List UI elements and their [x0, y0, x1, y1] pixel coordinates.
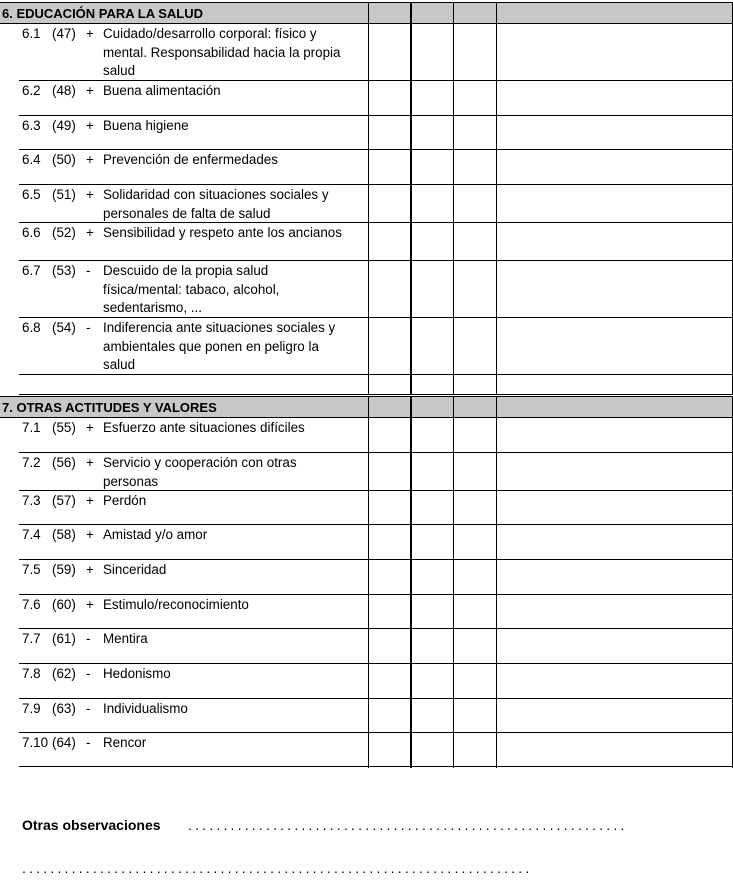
comment-cell[interactable] [496, 116, 733, 149]
item-sign: - [86, 320, 91, 335]
comment-cell[interactable] [496, 375, 733, 394]
table-row [19, 595, 733, 629]
rating-cell-2[interactable] [410, 223, 453, 260]
rating-cell-3[interactable] [453, 261, 496, 317]
rating-cell-3[interactable] [453, 116, 496, 149]
rating-cell-1[interactable] [368, 261, 410, 317]
rating-cell-3[interactable] [453, 150, 496, 184]
item-description-line: Amistad y/o amor [103, 527, 208, 542]
item-sign: - [86, 263, 91, 278]
comment-cell[interactable] [496, 525, 733, 559]
item-number: 6.2 [22, 83, 41, 98]
rating-cell-3[interactable] [453, 699, 496, 732]
rating-cell-2[interactable] [410, 116, 453, 149]
item-number: 7.9 [22, 701, 41, 716]
item-number: 6.5 [22, 187, 41, 202]
item-description-line: Servicio y cooperación con otras [103, 455, 297, 470]
rating-cell-1[interactable] [368, 560, 410, 594]
rating-cell-3[interactable] [453, 560, 496, 594]
item-sign: + [86, 420, 94, 435]
rating-cell-3[interactable] [453, 453, 496, 490]
rating-cell-2[interactable] [410, 629, 453, 663]
observations-dotted-line-2[interactable]: ........................................................................ [22, 860, 533, 876]
rating-cell-2[interactable] [410, 185, 453, 222]
item-sign: + [86, 118, 94, 133]
comment-cell[interactable] [496, 81, 733, 115]
item-sign: + [86, 26, 94, 41]
item-description-line: Descuido de la propia salud [103, 263, 269, 278]
table-row [19, 418, 733, 453]
item-sign: - [86, 735, 91, 750]
rating-cell-2[interactable] [410, 699, 453, 732]
item-description-line: Buena higiene [103, 118, 189, 133]
rating-cell-2[interactable] [410, 453, 453, 490]
item-code: (58) [52, 527, 76, 542]
observations-label: Otras observaciones [22, 817, 161, 833]
rating-cell-1[interactable] [368, 629, 410, 663]
rating-cell-1[interactable] [368, 733, 410, 766]
item-description-line: física/mental: tabaco, alcohol, [103, 281, 280, 297]
item-code: (48) [52, 83, 76, 98]
item-sign: - [86, 701, 91, 716]
item-description-line: Indiferencia ante situaciones sociales y [103, 320, 336, 335]
item-sign: - [86, 631, 91, 646]
item-code: (52) [52, 225, 76, 240]
rating-cell-3[interactable] [453, 185, 496, 222]
rating-cell-1[interactable] [368, 223, 410, 260]
comment-cell[interactable] [496, 318, 733, 374]
item-number: 6.3 [22, 118, 41, 133]
item-description-line: Perdón [103, 493, 147, 508]
item-description-line: Sensibilidad y respeto ante los ancianos [103, 225, 342, 240]
rating-cell-3[interactable] [453, 525, 496, 559]
rating-cell-2[interactable] [410, 318, 453, 374]
item-number: 6.8 [22, 320, 41, 335]
rating-cell-3[interactable] [453, 595, 496, 628]
item-number: 7.4 [22, 527, 41, 542]
rating-cell-3[interactable] [453, 24, 496, 80]
table-row [19, 81, 733, 116]
rating-cell-1[interactable] [368, 491, 410, 524]
item-description-line: Sinceridad [103, 562, 167, 577]
rating-cell-1[interactable] [368, 453, 410, 490]
section-header-other-values [0, 396, 733, 418]
rating-cell-1[interactable] [368, 525, 410, 559]
table-row [19, 261, 733, 318]
table-row [19, 629, 733, 664]
item-number: 7.2 [22, 455, 41, 470]
item-description-line: mental. Responsabilidad hacia la propia [103, 44, 341, 60]
item-code: (49) [52, 118, 76, 133]
item-description-line: ambientales que ponen en peligro la [103, 338, 319, 354]
rating-cell-1[interactable] [368, 24, 410, 80]
rating-cell-1[interactable] [368, 595, 410, 628]
comment-cell[interactable] [496, 453, 733, 490]
item-sign: + [86, 83, 94, 98]
section-title: 7. OTRAS ACTITUDES Y VALORES [2, 400, 217, 415]
item-description-line: salud [103, 63, 136, 78]
item-description [103, 526, 207, 545]
rating-cell-1[interactable] [368, 116, 410, 149]
item-code: (60) [52, 597, 76, 612]
item-description [103, 561, 166, 580]
rating-cell-1[interactable] [368, 318, 410, 374]
item-sign: + [86, 187, 94, 202]
item-description-line: Rencor [103, 735, 147, 750]
rating-cell-1[interactable] [368, 418, 410, 452]
item-description-line: sedentarismo, ... [103, 300, 202, 315]
comment-cell[interactable] [496, 629, 733, 663]
comment-cell[interactable] [496, 261, 733, 317]
item-code: (64) [52, 735, 76, 750]
item-sign: + [86, 597, 94, 612]
item-description-line: Mentira [103, 631, 148, 646]
item-description [103, 151, 278, 170]
item-description [103, 492, 146, 511]
item-description [103, 454, 297, 491]
table-row [19, 150, 733, 185]
item-code: (54) [52, 320, 76, 335]
item-description-line: Individualismo [103, 701, 188, 716]
column-divider [410, 2, 412, 395]
item-description-line: Esfuerzo ante situaciones difíciles [103, 420, 305, 435]
item-code: (56) [52, 455, 76, 470]
item-description [103, 665, 171, 684]
comment-cell[interactable] [496, 560, 733, 594]
rating-cell-3[interactable] [453, 664, 496, 698]
item-sign: + [86, 152, 94, 167]
item-description-line: personales de falta de salud [103, 205, 271, 221]
rating-cell-3[interactable] [453, 375, 496, 394]
table-row [19, 699, 733, 733]
item-code: (57) [52, 493, 76, 508]
rating-cell-2[interactable] [410, 418, 453, 452]
item-description-line: Prevención de enfermedades [103, 152, 278, 167]
item-number: 6.6 [22, 225, 41, 240]
table-row [19, 24, 733, 81]
comment-cell[interactable] [496, 595, 733, 628]
item-description [103, 262, 279, 318]
table-row [19, 491, 733, 525]
item-number: 6.4 [22, 152, 41, 167]
item-code: (50) [52, 152, 76, 167]
comment-cell[interactable] [496, 491, 733, 524]
item-sign: + [86, 527, 94, 542]
rating-cell-3[interactable] [453, 418, 496, 452]
rating-cell-2[interactable] [410, 595, 453, 628]
rating-cell-1[interactable] [368, 81, 410, 115]
item-code: (55) [52, 420, 76, 435]
section-header-health [0, 2, 733, 24]
table-row [19, 116, 733, 150]
rating-cell-2[interactable] [410, 664, 453, 698]
rating-cell-3[interactable] [453, 318, 496, 374]
item-sign: - [86, 666, 91, 681]
table-row [19, 375, 733, 395]
item-description [103, 319, 335, 375]
column-divider [368, 396, 369, 768]
item-description [103, 630, 148, 649]
item-description [103, 419, 305, 438]
section-title: 6. EDUCACIÓN PARA LA SALUD [2, 6, 204, 21]
item-sign: + [86, 225, 94, 240]
item-code: (62) [52, 666, 76, 681]
item-code: (51) [52, 187, 76, 202]
table-row [19, 560, 733, 595]
item-code: (59) [52, 562, 76, 577]
rating-cell-1[interactable] [368, 375, 410, 394]
item-number: 7.7 [22, 631, 41, 646]
item-description [103, 117, 189, 136]
item-code: (63) [52, 701, 76, 716]
rating-cell-1[interactable] [368, 150, 410, 184]
item-sign: + [86, 562, 94, 577]
rating-cell-3[interactable] [453, 629, 496, 663]
item-description-line: Buena alimentación [103, 83, 221, 98]
item-description [103, 224, 342, 243]
item-code: (53) [52, 263, 76, 278]
item-description-line: salud [103, 357, 136, 372]
column-divider [453, 2, 454, 395]
table-row [19, 318, 733, 375]
item-number: 6.7 [22, 263, 41, 278]
comment-cell[interactable] [496, 699, 733, 732]
rating-cell-2[interactable] [410, 733, 453, 766]
rating-cell-2[interactable] [410, 375, 453, 394]
item-description [103, 596, 249, 615]
rating-cell-1[interactable] [368, 185, 410, 222]
item-number: 7.10 [22, 735, 49, 750]
rating-cell-1[interactable] [368, 699, 410, 732]
table-row [19, 664, 733, 699]
table-row [19, 733, 733, 767]
column-divider [410, 396, 412, 768]
item-number: 6.1 [22, 26, 41, 41]
comment-cell[interactable] [496, 24, 733, 80]
rating-cell-2[interactable] [410, 491, 453, 524]
item-description-line: Estimulo/reconocimiento [103, 597, 249, 612]
rating-cell-1[interactable] [368, 664, 410, 698]
table-row [19, 453, 733, 491]
item-description-line: Solidaridad con situaciones sociales y [103, 187, 329, 202]
comment-cell[interactable] [496, 733, 733, 766]
item-number: 7.5 [22, 562, 41, 577]
column-divider [496, 2, 497, 395]
item-description [103, 700, 188, 719]
table-row [19, 525, 733, 560]
comment-cell[interactable] [496, 664, 733, 698]
table-row [19, 223, 733, 261]
item-number: 7.3 [22, 493, 41, 508]
rating-cell-2[interactable] [410, 150, 453, 184]
rating-cell-2[interactable] [410, 560, 453, 594]
item-description [103, 734, 146, 753]
item-number: 7.1 [22, 420, 41, 435]
item-number: 7.8 [22, 666, 41, 681]
comment-cell[interactable] [496, 185, 733, 222]
item-code: (47) [52, 26, 76, 41]
item-description [103, 186, 329, 223]
rating-cell-3[interactable] [453, 81, 496, 115]
comment-cell[interactable] [496, 150, 733, 184]
table-row [19, 185, 733, 223]
observations-dotted-line-1[interactable]: .............................................................. [188, 817, 628, 833]
rating-cell-3[interactable] [453, 733, 496, 766]
column-divider [496, 396, 497, 768]
rating-cell-2[interactable] [410, 24, 453, 80]
item-code: (61) [52, 631, 76, 646]
item-sign: + [86, 493, 94, 508]
rating-cell-3[interactable] [453, 491, 496, 524]
comment-cell[interactable] [496, 418, 733, 452]
item-description [103, 25, 340, 81]
item-sign: + [86, 455, 94, 470]
item-description-line: Hedonismo [103, 666, 171, 681]
comment-cell[interactable] [496, 223, 733, 260]
column-divider [453, 396, 454, 768]
column-divider [368, 2, 369, 395]
rating-cell-2[interactable] [410, 525, 453, 559]
item-description-line: Cuidado/desarrollo corporal: físico y [103, 26, 317, 41]
item-description [103, 82, 221, 101]
item-number: 7.6 [22, 597, 41, 612]
rating-cell-2[interactable] [410, 81, 453, 115]
rating-cell-2[interactable] [410, 261, 453, 317]
rating-cell-3[interactable] [453, 223, 496, 260]
item-description-line: personas [103, 473, 159, 489]
